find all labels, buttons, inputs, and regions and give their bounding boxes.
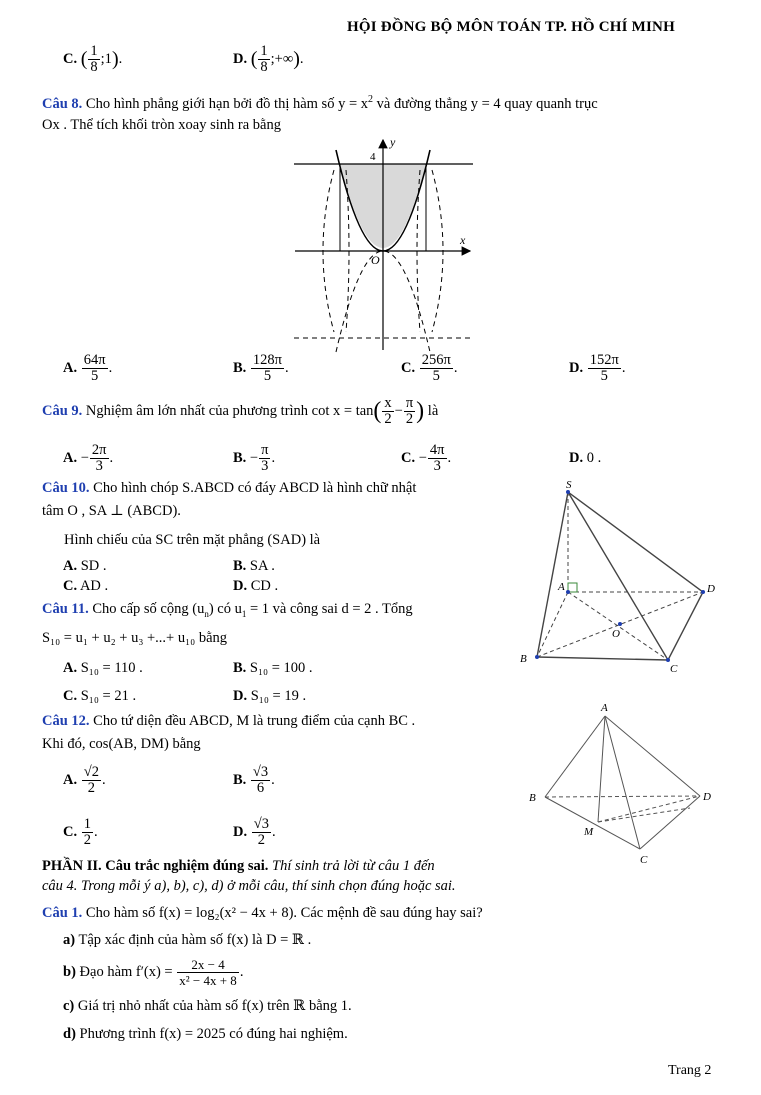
sub-n: n [204,608,209,619]
prev-option-c: C. ( $\frac{1}{8}$ ;1). [63,43,123,75]
option-label: B. [233,558,247,574]
q8-text-c: quay quanh trục [504,95,598,112]
frac-num: √3 [252,764,269,780]
frac-num: π [405,395,414,411]
p2q1-item-a [63,932,311,949]
q9-option-c: C. − $\frac{4\pi}{3}$ . [401,442,452,474]
page-number: Trang 2 [668,1063,712,1078]
option-label: B. [233,359,247,376]
label-o: O [612,628,620,640]
part2-line1 [42,858,435,875]
q12-option-a: A. $\frac{√2}{2}$ . [63,764,106,796]
item-text: Phương trình f(x) = 2025 có đúng hai nghiệm. [79,1026,348,1042]
p2q1-text: Cho hàm số f(x) = log₂(x² − 4x + 8). Các mệnh đề sau đúng hay sai? [85,905,483,921]
q10-text: Cho hình chóp S.ABCD có đáy ABCD là hình chữ nhật [93,480,417,496]
option-text: AD . [79,578,109,594]
q12-text: Cho tứ diện đều ABCD, M là trung điểm của cạnh BC . [93,713,416,729]
option-text: SD . [80,558,107,574]
option-label: B. [233,660,247,676]
q8-option-c: C. $\frac{256\pi}{5}$ . [401,352,458,384]
frac-den: 2 [384,411,392,427]
item-label: b) [63,963,76,980]
frac-den: 3 [90,458,109,474]
sub-1: 1 [241,608,247,619]
prev-option-d: D. ( $\frac{1}{8}$ ;+∞). [233,43,304,75]
label-b: B [520,653,527,665]
q12-line2: Khi đó, cos(AB, DM) bằng [42,736,201,752]
interval-tail: ;+∞ [270,50,294,67]
frac-num: 2π [91,442,107,458]
q9-tail: là [427,402,439,419]
frac-den: 8 [260,59,268,75]
option-label: D. [233,50,248,67]
minus-sign: − [394,402,403,419]
q8-line2: Ox . Thể tích khối tròn xoay sinh ra bằng [42,117,281,133]
q12-option-d: D. $\frac{√3}{2}$ . [233,816,276,848]
option-label: C. [401,359,416,376]
q8-text-a: Cho hình phẳng giới hạn bởi đồ thị hàm số [85,95,335,112]
part2-line2: câu 4. Trong mỗi ý a), b), c), d) ở mỗi câu, thí sinh chọn đúng hoặc sai. [42,878,456,894]
option-text: S₁₀ = 100 . [249,660,313,676]
label-a: A [558,581,565,593]
frac-den: x² − 4x + 8 [179,973,237,988]
sign: − [418,449,427,466]
sign: − [249,449,259,466]
q9-text: Nghiệm âm lớn nhất của phương trình [85,402,309,419]
option-label: C. [63,823,78,840]
q11-text-a: Cho cấp số cộng (u [92,601,205,617]
label-m: M [584,826,594,838]
q11-line2: S₁₀ = u₁ + u₂ + u₃ +...+ u₁₀ bằng [42,630,228,646]
option-label: C. [63,578,78,594]
q11-text-c: = 1 và công sai d = 2 . Tổng [246,601,413,617]
q10-line3: Hình chiếu của SC trên mặt phẳng (SAD) là [64,532,321,548]
frac-num: 152π [589,352,619,368]
option-label: A. [63,359,78,376]
label-c: C [640,854,648,866]
frac-den: 3 [259,458,270,474]
item-label: a) [63,932,76,948]
label-4: 4 [370,151,376,163]
option-label: D. [569,450,584,466]
q8-line: y = 4 [470,95,501,112]
part2-intro1: Thí sinh trả lời từ câu 1 đến [272,858,435,874]
option-text: S₁₀ = 110 . [80,660,143,676]
option-label: B. [233,771,247,788]
frac-num: 2x − 4 [191,957,225,972]
q8-option-d: D. $\frac{152\pi}{5}$ . [569,352,626,384]
q12-option-c: C. $\frac{1}{2}$ . [63,816,98,848]
q9-option-a: A. − $\frac{2\pi}{3}$ . [63,442,114,474]
frac-num: 128π [252,352,282,368]
frac-num: π [261,442,269,458]
option-text: SA . [249,558,275,574]
frac-num: x [384,395,392,411]
label-y: y [390,135,396,149]
sign: − [80,449,89,466]
frac-den: 3 [428,458,447,474]
q9-option-b: B. − $\frac{\pi}{3}$ . [233,442,276,474]
label-s: S [566,479,572,491]
frac-den: 2 [83,832,91,848]
option-text: 0 . [586,450,602,466]
question-number: Câu 8. [42,95,83,112]
frac-num: 1 [83,816,91,832]
question-number: Câu 9. [42,402,83,419]
option-label: D. [233,578,248,594]
p2q1-line [42,905,483,922]
option-label: D. [233,688,248,704]
item-text: Tập xác định của hàm số f(x) là D = ℝ . [78,932,312,948]
p2q1-item-d [63,1026,348,1043]
frac-den: 5 [82,368,108,384]
interval-tail: ;1 [100,50,112,67]
option-label: D. [233,823,248,840]
option-text: S₁₀ = 19 . [250,688,307,704]
frac-num: 1 [260,43,268,59]
label-x: x [460,233,466,247]
item-text: Giá trị nhỏ nhất của hàm số f(x) trên ℝ bằng 1. [77,998,352,1014]
q11-text-b: ) có u [208,601,242,617]
q9-eq-left: cot x = tan [311,402,374,419]
q8-option-b: B. $\frac{128\pi}{5}$ . [233,352,289,384]
q9-line: Câu 9. Nghiệm âm lớn nhất của phương trình cot x = tan( $\frac{x}{2}$ − $\frac{\pi}{2}$ ) là [42,395,439,427]
question-number: Câu 11. [42,601,89,617]
label-o: O [371,253,380,267]
frac-den: 6 [251,780,270,796]
q8-option-a: A. $\frac{64\pi}{5}$ . [63,352,113,384]
item-label: d) [63,1026,76,1042]
option-label: B. [233,449,247,466]
label-a: A [601,702,608,714]
p2q1-item-c [63,998,352,1015]
option-label: A. [63,449,78,466]
question-number: Câu 10. [42,480,90,496]
q8-text-b: và đường thẳng [376,95,468,112]
option-text: S₁₀ = 21 . [80,688,137,704]
label-d: D [707,583,715,595]
option-label: A. [63,771,78,788]
part2-title: PHẦN II. Câu trắc nghiệm đúng sai. [42,858,269,874]
frac-num: √3 [253,816,269,832]
frac-den: 2 [252,832,271,848]
question-number: Câu 1. [42,905,83,921]
option-label: C. [63,688,78,704]
question-number: Câu 12. [42,713,90,729]
page-header: HỘI ĐỒNG BỘ MÔN TOÁN TP. HỒ CHÍ MINH [347,19,675,35]
q8-exp: 2 [368,94,374,105]
frac-num: √2 [83,764,99,780]
item-label: c) [63,998,75,1014]
frac-num: 256π [421,352,451,368]
frac-den: 5 [588,368,621,384]
option-label: C. [63,50,78,67]
label-d: D [703,791,711,803]
option-text: CD . [250,578,279,594]
option-label: C. [401,449,416,466]
item-text: Đạo hàm f′(x) = [79,963,173,980]
frac-den: 8 [90,59,98,75]
p2q1-item-b: b) Đạo hàm f′(x) = $\frac{2x - 4}{\text{x² − 4x + 8}}$ . [63,957,244,988]
frac-den: 2 [82,780,101,796]
frac-den: 5 [420,368,453,384]
label-c: C [670,663,678,675]
option-label: A. [63,558,78,574]
frac-den: 5 [251,368,284,384]
q8-func: y = x [338,95,369,112]
option-label: A. [63,660,78,676]
option-label: D. [569,359,584,376]
frac-num: 1 [90,43,98,59]
frac-num: 64π [83,352,106,368]
frac-den: 2 [404,411,415,427]
frac-num: 4π [429,442,445,458]
q12-option-b: B. $\frac{√3}{6}$ . [233,764,275,796]
q10-line2: tâm O , SA ⊥ (ABCD). [42,503,181,519]
label-b: B [529,792,536,804]
